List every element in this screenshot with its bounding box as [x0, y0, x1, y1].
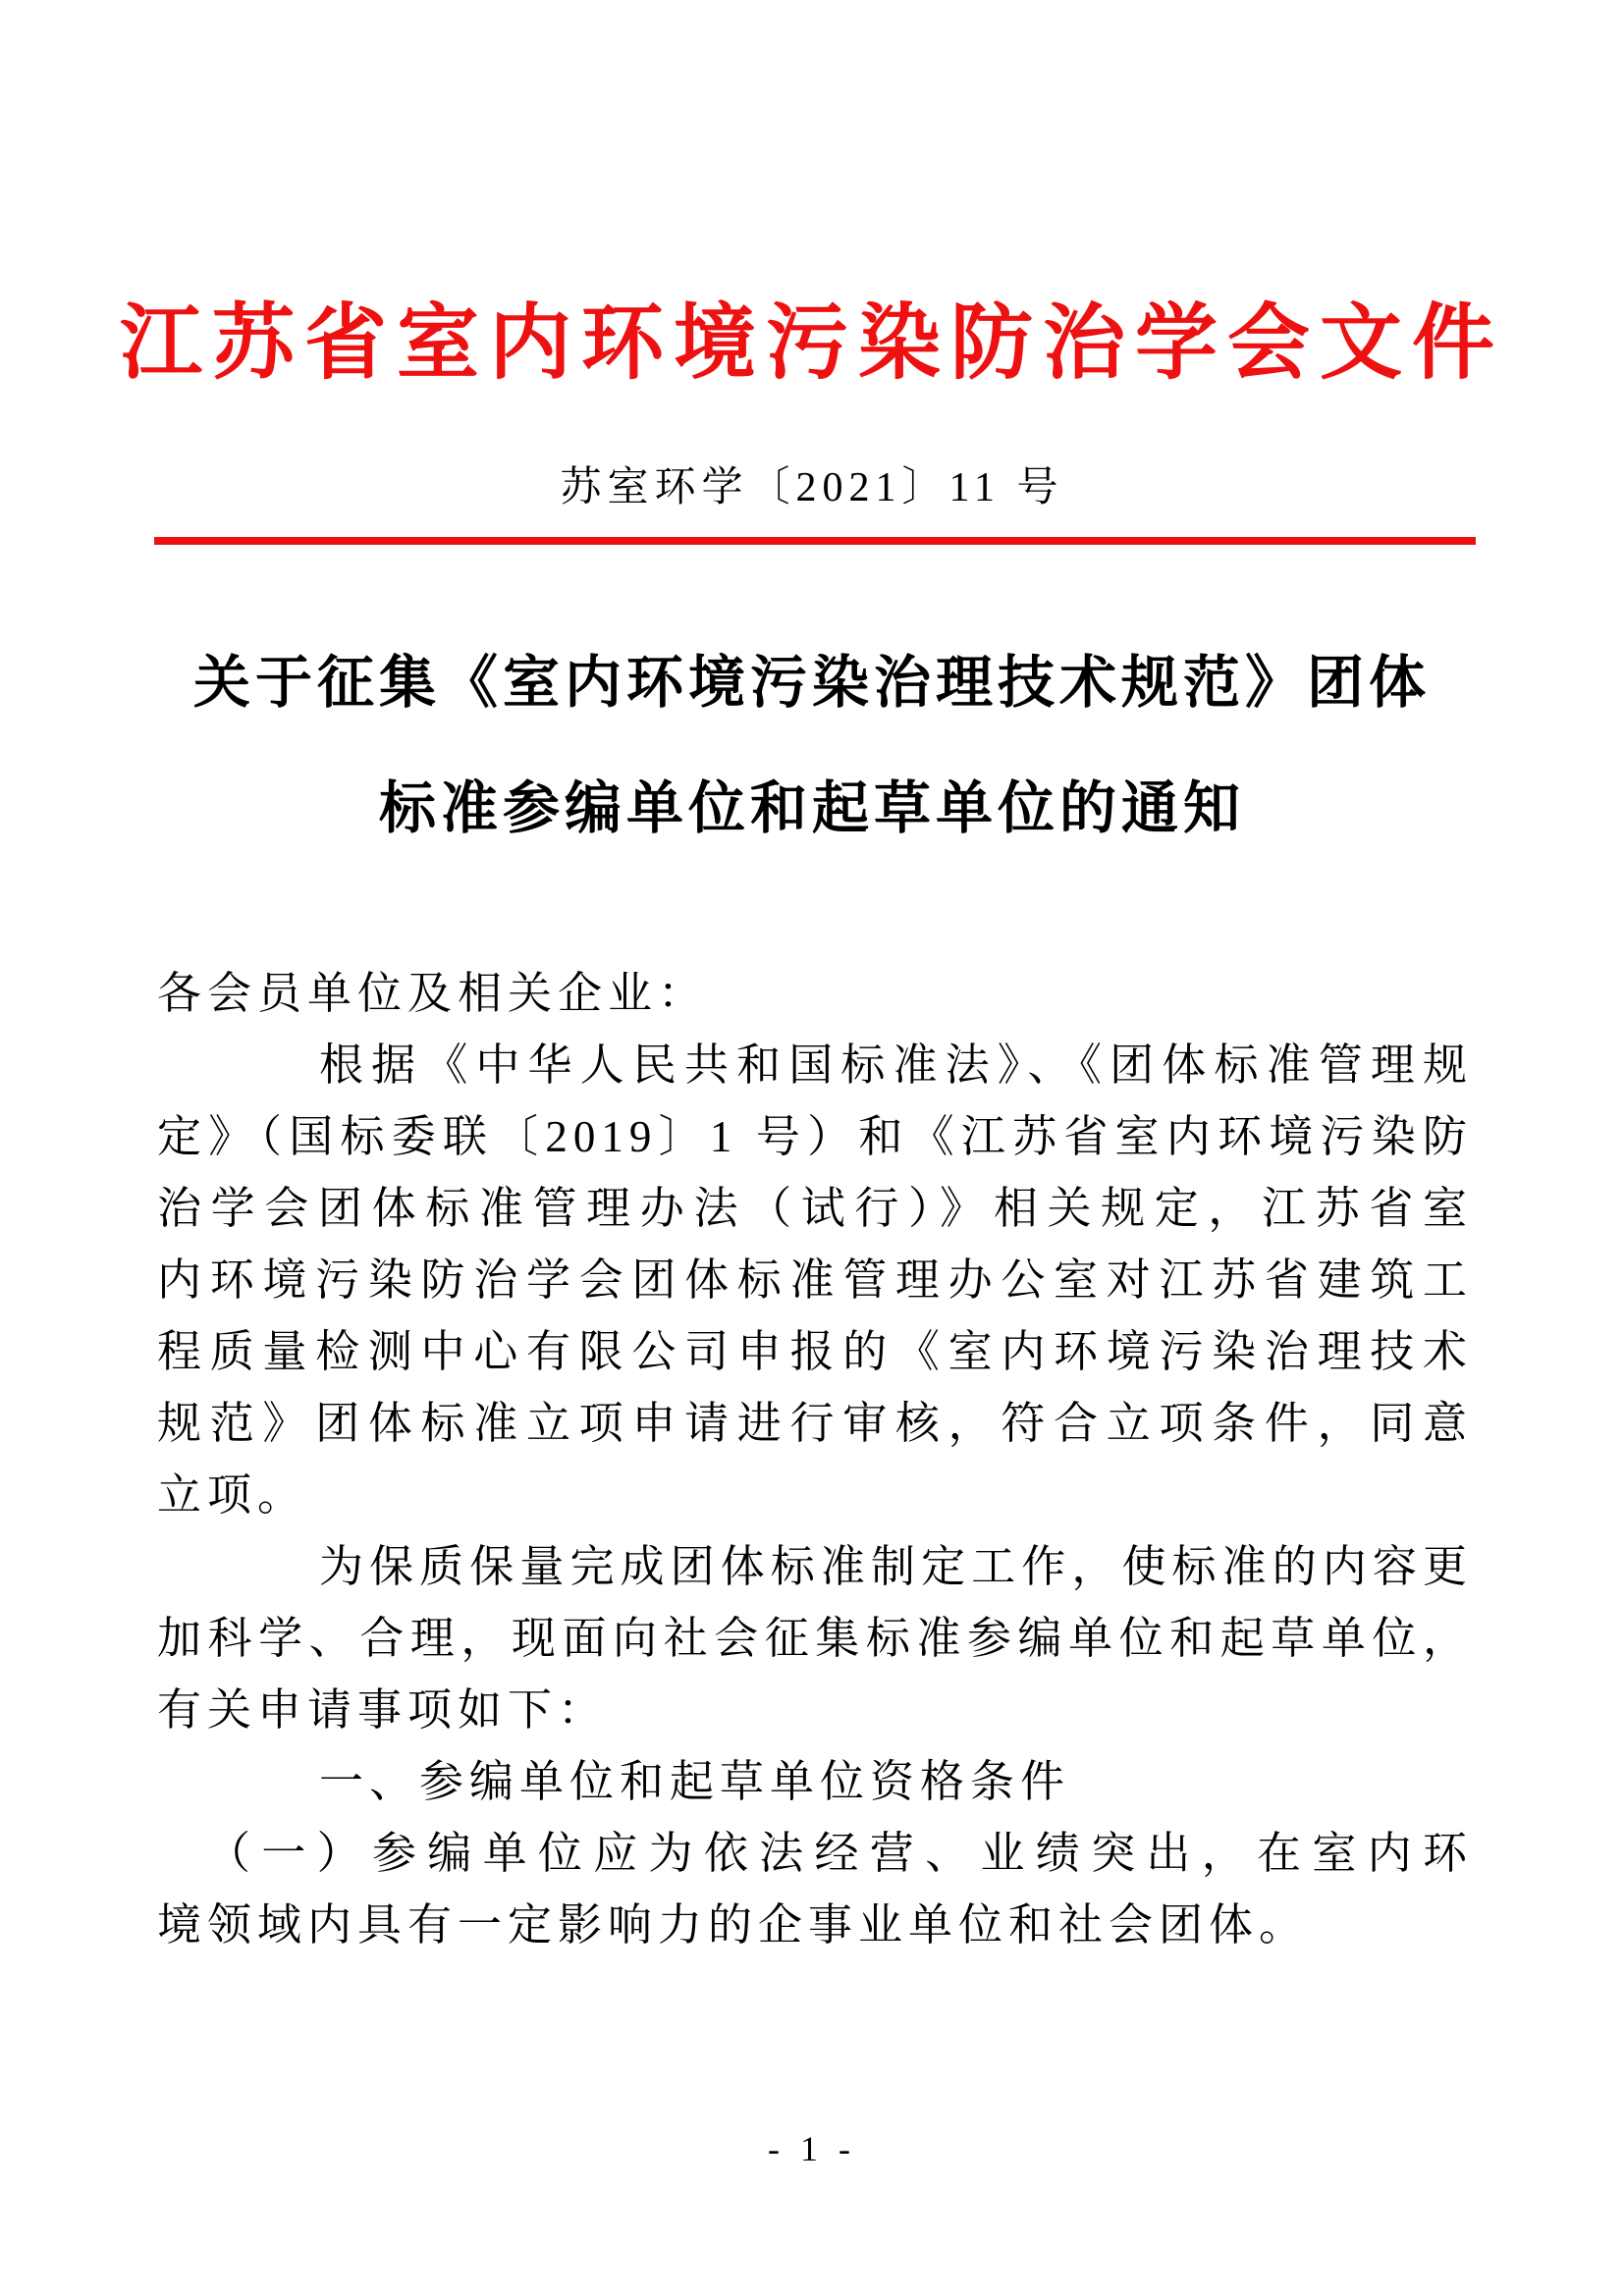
body-line: 一、参编单位和起草单位资格条件 [319, 1757, 1071, 1806]
doc-number: 苏室环学〔2021〕11 号 [560, 465, 1064, 510]
org-header-title: 江苏省室内环境污染防治学会文件 [119, 298, 1504, 390]
body-line: 程质量检测中心有限公司申报的《室内环境污染治理技术 [157, 1327, 1473, 1376]
body-text [157, 958, 1473, 1961]
body-line: （一）参编单位应为依法经营、业绩突出，在室内环 [206, 1829, 1473, 1878]
body-line: 根据《中华人民共和国标准法》、《团体标准管理规 [319, 1041, 1473, 1090]
body-line: 境领域内具有一定影响力的企事业单位和社会团体。 [157, 1900, 1310, 1949]
body-line: 规范》团体标准立项申请进行审核，符合立项条件，同意 [157, 1399, 1473, 1448]
body-line: 各会员单位及相关企业： [157, 969, 709, 1018]
doc-title [0, 620, 1624, 872]
body-line: 内环境污染防治学会团体标准管理办公室对江苏省建筑工 [157, 1255, 1473, 1305]
red-separator-line [154, 537, 1476, 545]
doc-title-line-2: 标准参编单位和起草单位的通知 [378, 776, 1245, 840]
body-line: 治学会团体标准管理办法（试行）》相关规定，江苏省室 [157, 1184, 1473, 1233]
body-line: 有关申请事项如下： [157, 1685, 609, 1735]
body-line: 定》（国标委联〔2019〕1 号）和《江苏省室内环境污染防 [157, 1112, 1473, 1161]
page-number: - 1 - [768, 2129, 856, 2168]
body-line: 为保质保量完成团体标准制定工作，使标准的内容更 [319, 1542, 1473, 1591]
doc-title-line-1: 关于征集《室内环境污染治理技术规范》团体 [192, 651, 1431, 715]
body-line: 立项。 [157, 1470, 308, 1520]
body-line: 加科学、合理，现面向社会征集标准参编单位和起草单位， [157, 1614, 1473, 1663]
